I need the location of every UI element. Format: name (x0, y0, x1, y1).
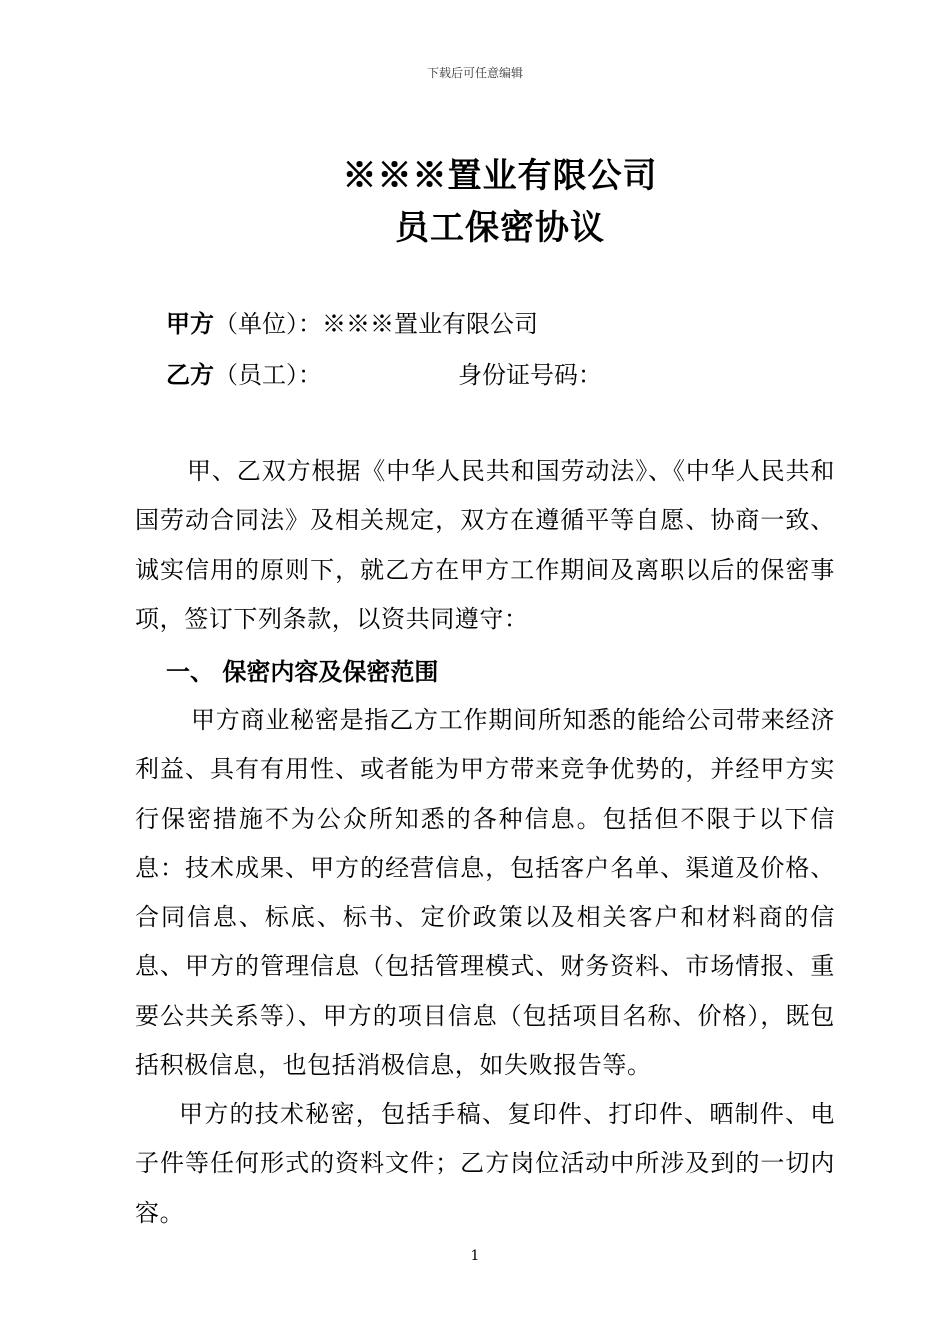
header-note: 下载后可任意编辑 (426, 66, 523, 80)
document-title-agreement: 员工保密协议 (395, 208, 605, 248)
section-heading: 一、 保密内容及保密范围 (166, 657, 439, 686)
intro-paragraph: 甲、乙双方根据《中华人民共和国劳动法》、《中华人民共和国劳动合同法》及相关规定，双方在遵循平等自愿、协商一致、诚实信用的原则下，就乙方在甲方工作期间及离职以后的保密事项，签订下列条款，以资共同遵守： (135, 457, 835, 633)
party-b-label: 乙方 (166, 360, 214, 389)
id-number-label: 身份证号码： (458, 361, 602, 389)
party-a-value: （单位）：※※※置业有限公司 (214, 310, 538, 338)
party-a-line (166, 304, 538, 339)
section-paragraph-1: 甲方商业秘密是指乙方工作期间所知悉的能给公司带来经济利益、具有有用性、或者能为甲方带来竞争优势的，并经甲方实行保密措施不为公众所知悉的各种信息。包括但不限于以下信息：技术成果、甲方的经营信息，包括客户名单、渠道及价格、合同信息、标底、标书、定价政策以及相关客户和材料商的信息、甲方的管理信息（包括管理模式、财务资料、市场情报、重要公共关系等）、甲方的项目信息（包括项目名称、价格），既包括积极信息，也包括消极信息，如失败报告等。 (135, 706, 835, 1080)
page-number: 1 (470, 1248, 480, 1264)
party-b-line (166, 355, 602, 390)
party-a-label: 甲方 (166, 309, 214, 338)
party-b-value: （员工）： (214, 361, 322, 389)
section-paragraph-2: 甲方的技术秘密，包括手稿、复印件、打印件、晒制件、电子件等任何形式的资料文件；乙方岗位活动中所涉及到的一切内容。 (135, 1100, 835, 1227)
document-title-company: ※※※置业有限公司 (342, 156, 658, 196)
